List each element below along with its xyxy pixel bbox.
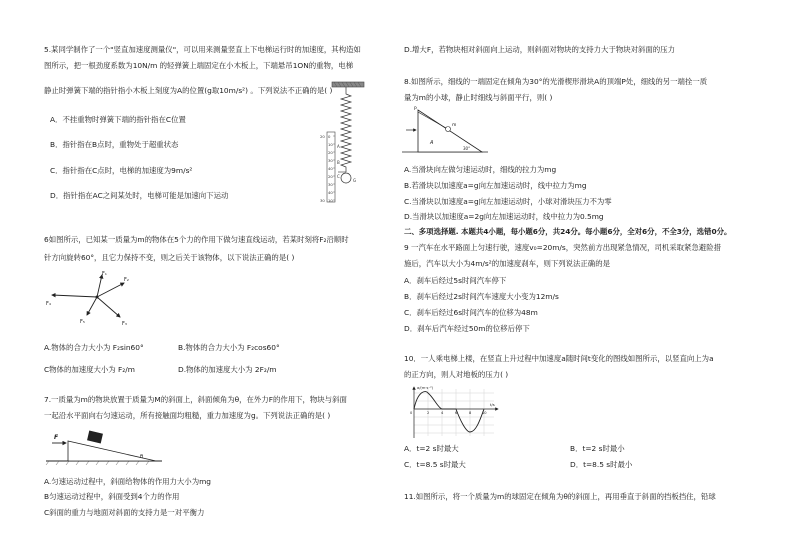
q5-scale-3: 30 (328, 158, 333, 163)
q11-line1: 11.如图所示，将一个质量为m的球固定在倾角为θ的斜面上，再用垂直于斜面的挡板挡住，铅球 (404, 492, 716, 501)
q10-option-d: D．t=8.5 s时最小 (570, 460, 633, 469)
q6-option-c: C物体的加速度大小为 F₂/m (44, 365, 135, 374)
q8-option-c: C.当滑块以加速度a=g向左加速运动时，小球对滑块压力不为零 (404, 197, 612, 206)
q5-scale-2: 20 (328, 150, 333, 155)
q10-line1: 10．一人乘电梯上楼，在竖直上升过程中加速度a随时间t变化的图线如图所示，以竖直向上为a (404, 354, 714, 363)
at-curve (414, 392, 484, 432)
q5-option-d: D．指针指在AC之间某处时，电梯可能是加速向下运动 (50, 191, 229, 200)
q5-scale-8: 10 (328, 198, 333, 203)
weight-icon (341, 173, 351, 183)
q5-scale-7: 40 (328, 190, 333, 195)
q6-force-label-1: F₁ (102, 271, 107, 277)
q8-option-d: D.当滑块以加速度a=2g向左加速运动时，线中拉力为0.5mg (404, 212, 604, 221)
q7-incline-figure (44, 423, 164, 468)
q6-option-b: B.物体的合力大小为 F₂cos60° (178, 343, 280, 352)
q6-line2: 针方向旋转60°，且它力保持不变，则之后关于该物体，以下说法正确的是( ) (44, 253, 295, 262)
q5-scale-5: 20 (328, 174, 333, 179)
q10-line2: 的正方向，则人对地板的压力( ) (404, 370, 509, 379)
q5-scale-10: 30 (320, 198, 325, 203)
q5-scale-6: 30 (328, 182, 333, 187)
q5-scale-9: 20 (320, 134, 325, 139)
q7-line2: 一起沿水平面向右匀速运动，所有接触面均粗糙，重力加速度为g。下列说法正确的是( ) (44, 411, 331, 420)
q10-option-c: C．t=8.5 s时最大 (404, 460, 466, 469)
q5-scale-0: 0 (328, 134, 331, 139)
q6-force-label-4: F₄ (46, 301, 51, 307)
q5-label-a: A (337, 144, 340, 149)
q10-option-b: B．t=2 s时最小 (570, 444, 625, 453)
q9-line1: 9 一汽车在水平路面上匀速行驶，速度v₀=20m/s，突然前方出现紧急情况，司机采取紧急避险措 (404, 243, 721, 252)
q5-scale-4: 40 (328, 166, 333, 171)
q6-option-d: D.物体的加速度大小为 2F₂/m (178, 365, 277, 374)
q10-option-a: A．t=2 s时最大 (404, 444, 459, 453)
q5-label-g: G (353, 178, 357, 183)
q8-label-p: P (414, 107, 417, 112)
q7-line1: 7.一质量为m的物块放置于质量为M的斜面上，斜面倾角为θ，在外力F的作用下，物块与斜面 (44, 395, 347, 404)
q10-y-label: a/(m·s⁻²) (417, 386, 434, 390)
q10-tick-8: 8 (469, 411, 472, 415)
q8-option-a: A.当滑块向左做匀速运动时，细线的拉力为mg (404, 165, 557, 174)
q8-line2: 量为m的小球，静止时细线与斜面平行，则( ) (404, 93, 553, 102)
q8-label-m: m (452, 123, 457, 128)
ball-icon (446, 127, 451, 132)
section-2-heading: 二、多项选择题. 本题共4小题，每小题6分，共24分。每小题6分，全对6分，不全3分，选错0分。 (404, 227, 732, 236)
q10-tick-4: 4 (441, 411, 444, 415)
q8-wedge-figure (400, 102, 490, 157)
q8-label-angle: 30° (463, 146, 471, 151)
q5-option-a: A．不挂重物时弹簧下端的指针指在C位置 (50, 115, 186, 124)
q9-line2: 施后，汽车以大小为4m/s²的加速度刹车，则下列说法正确的是 (404, 259, 610, 268)
q10-at-graph (404, 384, 504, 440)
q5-line1: 5.某同学制作了一个"竖直加速度测量仪"，可以用来测量竖直上下电梯运行时的加速度，其构造如 (44, 45, 361, 54)
q5-scale-1: 10 (328, 142, 333, 147)
q10-tick-0: 0 (410, 411, 413, 415)
q10-tick-10: 10 (482, 411, 487, 415)
q7-option-b: B匀速运动过程中，斜面受到4个力的作用 (44, 492, 180, 501)
q10-tick-6: 6 (455, 411, 458, 415)
q7-option-d: D.增大F，若物块相对斜面向上运动，则斜面对物块的支持力大于物块对斜面的压力 (404, 45, 675, 54)
q9-option-a: A．刹车后经过5s时间汽车停下 (404, 276, 507, 285)
q9-option-c: C．刹车后经过6s时间汽车的位移为48m (404, 308, 538, 317)
q6-force-label-5: F₅ (80, 319, 85, 325)
q9-option-d: D．刹车后汽车经过50m的位移后停下 (404, 324, 530, 333)
q5-line2: 图所示，把一根劲度系数为10N/m 的轻弹簧上端固定在小木板上，下端悬吊1ON的重物，电梯 (44, 61, 354, 70)
q6-line1: 6如图所示，已知某一质量为m的物体在5个力的作用下做匀速直线运动，若某时刻将F₂沿顺时 (44, 235, 349, 244)
q7-option-c: C斜面的重力与地面对斜面的支持力是一对平衡力 (44, 508, 205, 517)
q8-label-a: A (430, 140, 434, 146)
q6-force-diagram (42, 265, 142, 335)
q5-option-b: B．指针指在B点时，重物处于超重状态 (50, 140, 179, 149)
q6-force-label-2: F₂ (124, 277, 129, 283)
block-icon (87, 431, 103, 444)
q10-tick-2: 2 (427, 411, 430, 415)
q5-label-b: B (337, 160, 340, 165)
q5-spring-figure (318, 80, 368, 210)
q10-x-label: t/s (490, 402, 495, 407)
q8-option-b: B.若滑块以加速度a=g向左加速运动时，线中拉力为mg (404, 181, 587, 190)
q6-force-label-3: F₃ (122, 321, 127, 327)
q5-label-c: C (337, 174, 340, 179)
q8-line1: 8.如图所示，细线的一端固定在倾角为30°的光滑楔形滑块A的顶端P处，细线的另一端拴一质 (404, 77, 708, 86)
q7-label-theta: θ (140, 454, 144, 460)
q5-line3: 静止时弹簧下端的指针指小木板上刻度为A的位置(g取10m/s²) 。下列说法不正确的是( ) (44, 86, 333, 95)
q7-option-a: A.匀速运动过程中，斜面给物体的作用力大小为mg (44, 477, 211, 486)
q5-option-c: C．指针指在C点时，电梯的加速度为9m/s² (50, 166, 193, 175)
q9-option-b: B．刹车后经过2s时间汽车速度大小变为12m/s (404, 292, 559, 301)
q7-label-f: F (54, 434, 59, 441)
q6-option-a: A.物体的合力大小为 F₂sin60° (44, 343, 144, 352)
